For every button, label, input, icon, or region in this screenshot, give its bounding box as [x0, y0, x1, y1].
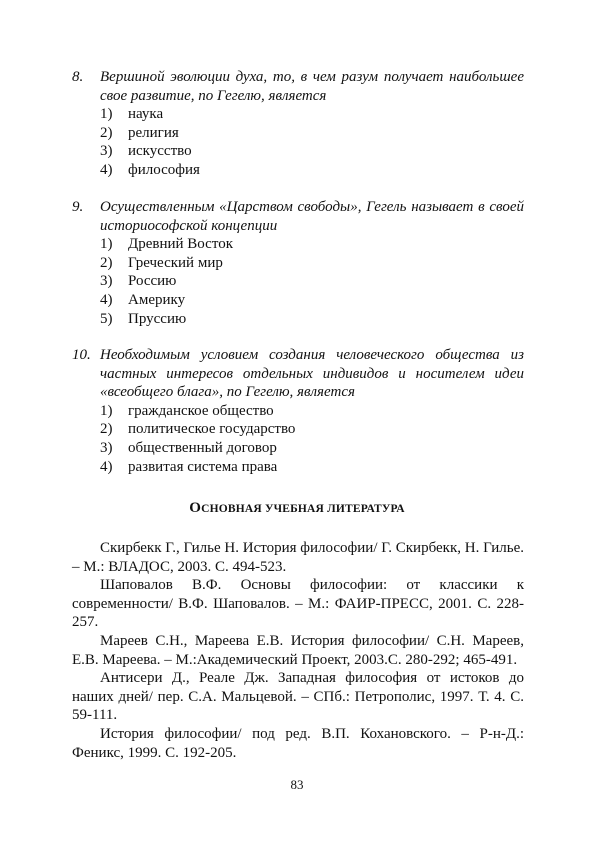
- option-text: развитая система права: [128, 458, 278, 475]
- option-text: Древний Восток: [128, 236, 233, 253]
- question-number: 9.: [72, 199, 84, 215]
- question-text: Необходимым условием создания человеческого общества из частных интересов отдельных индивидов и носителем идеи «всеобщего блага», по Гегелю, является: [100, 347, 524, 401]
- answer-option: [72, 310, 524, 329]
- option-text: философия: [128, 161, 200, 178]
- option-number: 2): [100, 124, 113, 141]
- section-heading: [0, 500, 594, 517]
- option-number: 4): [100, 161, 113, 178]
- option-text: Пруссию: [128, 310, 187, 327]
- option-number: 5): [100, 310, 113, 327]
- option-number: 3): [100, 439, 113, 456]
- answer-option: [72, 272, 524, 291]
- option-number: 3): [100, 143, 113, 160]
- option-text: Греческий мир: [128, 254, 223, 271]
- option-number: 1): [100, 236, 113, 253]
- option-text: искусство: [128, 143, 192, 160]
- answer-option: [72, 254, 524, 273]
- option-text: Америку: [128, 291, 186, 308]
- answer-option: [72, 161, 524, 180]
- option-number: 3): [100, 273, 113, 290]
- answer-option: [72, 291, 524, 310]
- option-number: 4): [100, 291, 113, 308]
- answer-option: [72, 105, 524, 124]
- heading-rest: СНОВНАЯ УЧЕБНАЯ ЛИТЕРАТУРА: [201, 503, 405, 515]
- option-number: 2): [100, 254, 113, 271]
- question-number: 10.: [72, 347, 91, 363]
- reference-item: Мареев С.Н., Мареева Е.В. История философии/ С.Н. Мареев, Е.В. Мареева. – М.:Академический Проект, 2003.С. 280-292; 465-491.: [72, 632, 524, 668]
- reference-item: Скирбекк Г., Гилье Н. История философии/ Г. Скирбекк, Н. Гилье. – М.: ВЛАДОС, 2003. С. 494-523.: [72, 540, 524, 575]
- option-number: 4): [100, 458, 113, 475]
- answer-option: [72, 124, 524, 143]
- option-number: 1): [100, 106, 113, 123]
- reference-item: Антисери Д., Реале Дж. Западная философия от истоков до наших дней/ пер. С.А. Мальцевой. – СПб.: Петрополис, 1997. Т. 4. С. 59-111.: [72, 670, 524, 724]
- option-text: наука: [128, 106, 164, 123]
- page-number: 83: [290, 777, 304, 792]
- option-text: гражданское общество: [128, 402, 274, 419]
- option-text: политическое государство: [128, 421, 296, 438]
- answer-option: [72, 439, 524, 458]
- bibliography: [72, 539, 524, 762]
- question-text: Осуществленным «Царством свободы», Гегель называет в своей историософской концепции: [100, 199, 524, 234]
- option-text: Россию: [128, 273, 177, 290]
- question-9: [72, 198, 524, 328]
- answer-options: [72, 235, 524, 328]
- reference-item: Шаповалов В.Ф. Основы философии: от классики к современности/ В.Ф. Шаповалов. – М.: ФАИР-ПРЕСС, 2001. С. 228-257.: [72, 577, 524, 631]
- question-text: Вершиной эволюции духа, то, в чем разум получает наибольшее свое развитие, по Гегелю, является: [100, 69, 524, 104]
- option-number: 1): [100, 402, 113, 419]
- question-10: [72, 346, 524, 476]
- answer-option: [72, 458, 524, 477]
- option-text: религия: [128, 124, 179, 141]
- option-number: 2): [100, 421, 113, 438]
- question-number: 8.: [72, 69, 84, 85]
- answer-options: [72, 402, 524, 476]
- answer-options: [72, 105, 524, 179]
- answer-option: [72, 235, 524, 254]
- heading-initial: О: [189, 500, 202, 516]
- reference-item: История философии/ под ред. В.П. Кохановского. – Р-н-Д.: Феникс, 1999. С. 192-205.: [72, 725, 524, 761]
- question-8: [72, 68, 524, 180]
- option-text: общественный договор: [128, 439, 277, 456]
- answer-option: [72, 420, 524, 439]
- answer-option: [72, 142, 524, 161]
- answer-option: [72, 402, 524, 421]
